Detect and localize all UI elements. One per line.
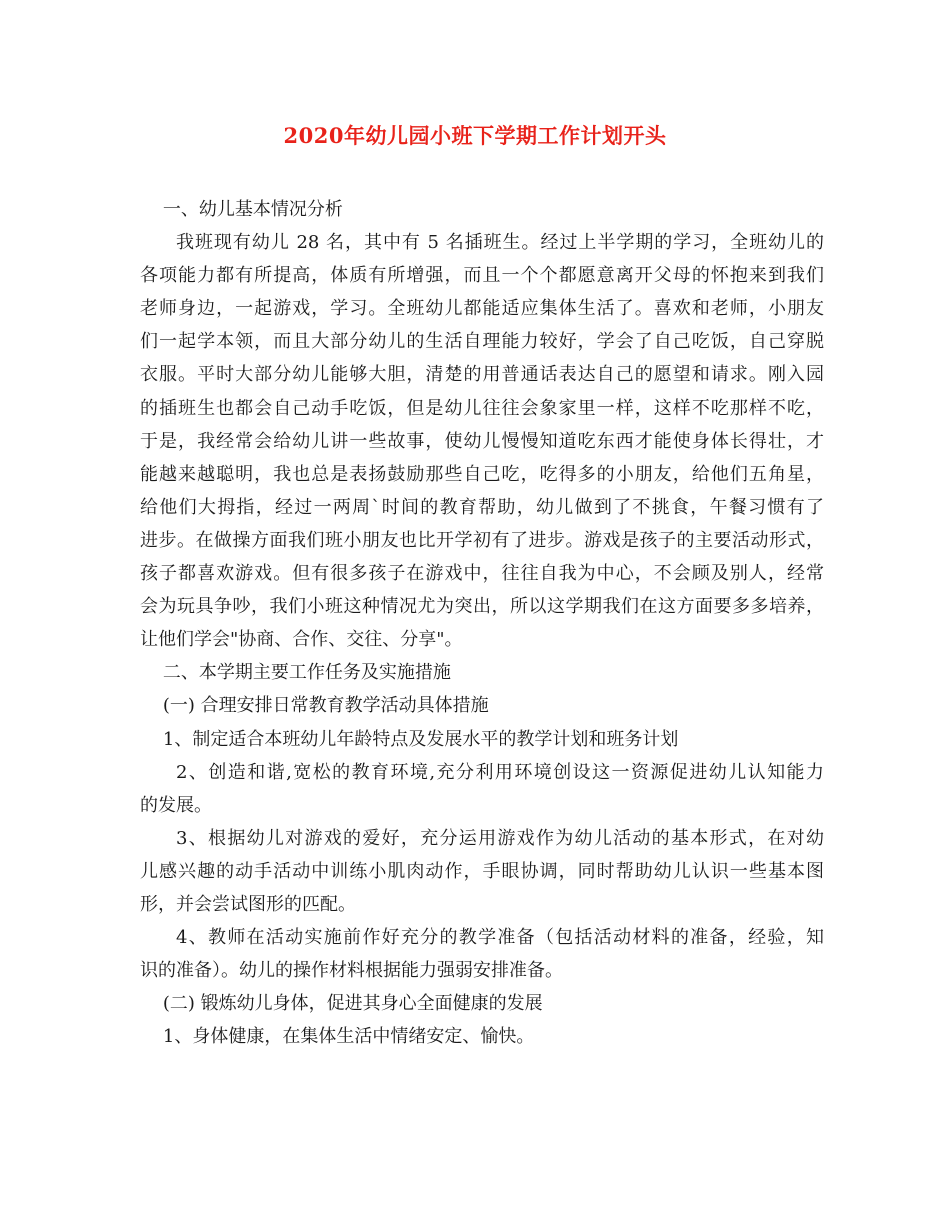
text-line: 们一起学本领，而且大部分幼儿的生活自理能力较好，学会了自己吃饭，自己穿脱 [140,331,824,353]
text-line: 2、创造和谐,宽松的教育环境,充分利用环境创设这一资源促进幼儿认知能力 [176,761,824,783]
text-line: 各项能力都有所提高，体质有所增强，而且一个个都愿意离开父母的怀抱来到我们 [140,265,824,287]
text-line: 衣服。平时大部分幼儿能够大胆，清楚的用普通话表达自己的愿望和请求。刚入园 [140,364,824,386]
text-line: 4、教师在活动实施前作好充分的教学准备（包括活动材料的准备，经验，知 [176,927,824,949]
text-line: 识的准备）。幼儿的操作材料根据能力强弱安排准备。 [140,960,563,982]
text-line: 的插班生也都会自己动手吃饭，但是幼儿往往会象家里一样，这样不吃那样不吃， [140,397,824,419]
text-line: 1、身体健康，在集体生活中情绪安定、愉快。 [140,1026,535,1048]
text-line: 形，并会尝试图形的匹配。 [140,893,356,915]
text-line: 一、幼儿基本情况分析 [140,199,343,220]
text-line: 老师身边，一起游戏，学习。全班幼儿都能适应集体生活了。喜欢和老师，小朋友 [140,298,824,320]
text-line: 二、本学期主要工作任务及实施措施 [140,662,451,684]
text-line: 儿感兴趣的动手活动中训练小肌肉动作，手眼协调，同时帮助幼儿认识一些基本图 [140,860,824,882]
text-line: 进步。在做操方面我们班小朋友也比开学初有了进步。游戏是孩子的主要活动形式， [140,529,824,551]
text-line: 1、制定适合本班幼儿年龄特点及发展水平的教学计划和班务计划 [140,728,679,750]
text-line: 给他们大拇指，经过一两周`时间的教育帮助，幼儿做到了不挑食，午餐习惯有了 [140,496,824,518]
text-line: 于是，我经常会给幼儿讲一些故事，使幼儿慢慢知道吃东西才能使身体长得壮，才 [140,430,824,452]
text-line: 能越来越聪明，我也总是表扬鼓励那些自己吃，吃得多的小朋友，给他们五角星， [140,463,824,485]
text-line: 的发展。 [140,794,212,816]
text-line: (二) 锻炼幼儿身体，促进其身心全面健康的发展 [140,993,543,1015]
text-line: (一) 合理安排日常教育教学活动具体措施 [140,695,489,717]
text-line: 3、根据幼儿对游戏的爱好，充分运用游戏作为幼儿活动的基本形式，在对幼 [176,827,824,849]
document-title: 2020年幼儿园小班下学期工作计划开头 [283,123,667,148]
text-line: 会为玩具争吵，我们小班这种情况尤为突出，所以这学期我们在这方面要多多培养， [140,596,824,618]
document-body [140,193,824,1053]
text-line: 我班现有幼儿 28 名，其中有 5 名插班生。经过上半学期的学习，全班幼儿的 [176,232,824,254]
text-line: 让他们学会"协商、合作、交往、分享"。 [140,629,463,651]
text-line: 孩子都喜欢游戏。但有很多孩子在游戏中，往往自我为中心，不会顾及别人，经常 [140,563,824,585]
